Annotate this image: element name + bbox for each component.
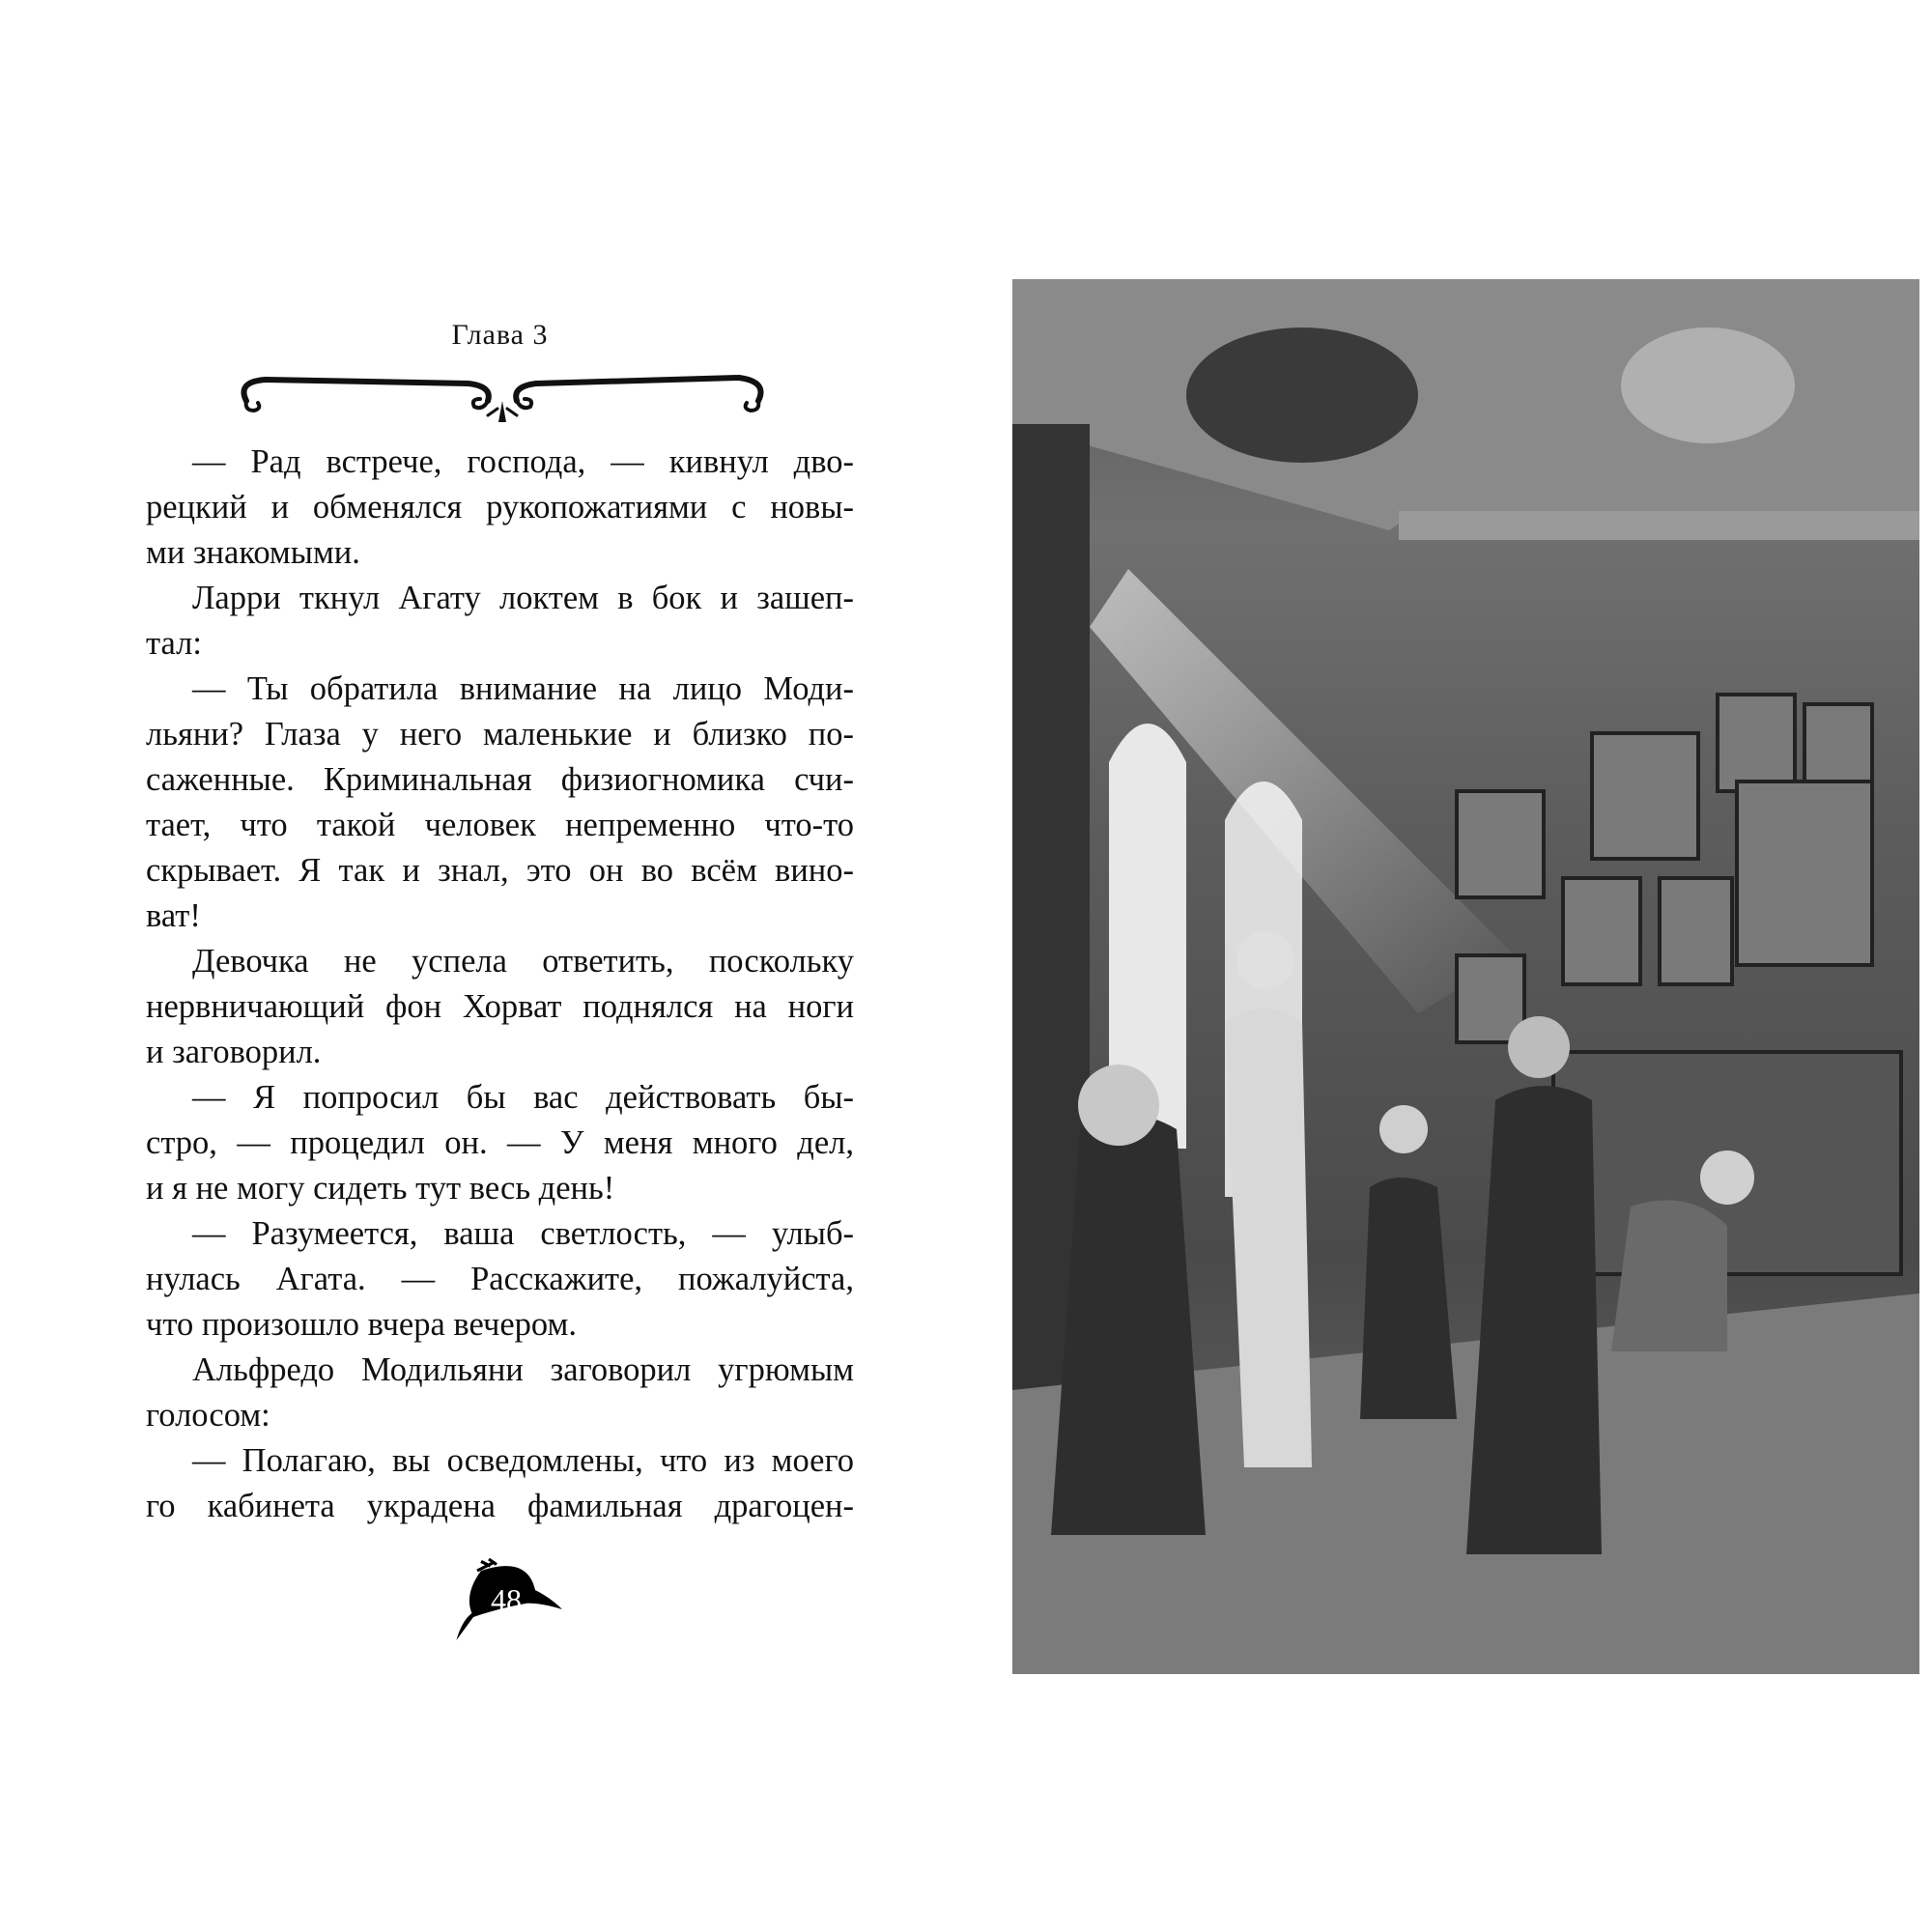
text-line: Девочка не успела ответить, поскольку <box>192 943 854 980</box>
text-line: го кабинета украдена фамильная драгоцен- <box>146 1488 854 1524</box>
text-line: тал: <box>146 625 202 662</box>
text-line: что произошло вчера вечером. <box>146 1306 577 1343</box>
text-line: — Полагаю, вы осведомлены, что из моего <box>192 1442 854 1479</box>
text-line: — Я попросил бы вас действовать бы- <box>192 1079 854 1116</box>
illustration <box>1012 279 1919 1674</box>
text-line: — Ты обратила внимание на лицо Моди- <box>192 670 854 707</box>
body-text <box>146 440 854 1529</box>
text-line: Альфредо Модильяни заговорил угрюмым <box>192 1351 854 1388</box>
text-line: ват! <box>146 897 201 934</box>
text-line: нулась Агата. — Расскажите, пожалуйста, <box>146 1261 854 1297</box>
page-number-hat <box>435 1546 589 1681</box>
text-line: — Разумеется, ваша светлость, — улыб- <box>192 1215 854 1252</box>
page-number: 48 <box>491 1582 522 1617</box>
ornament-divider <box>227 362 778 430</box>
text-line: голосом: <box>146 1397 270 1434</box>
text-line: Ларри ткнул Агату локтем в бок и зашеп- <box>192 580 854 616</box>
chapter-heading: Глава 3 <box>451 319 549 351</box>
text-line: — Рад встрече, господа, — кивнул дво- <box>192 443 854 480</box>
text-line: рецкий и обменялся рукопожатиями с новы- <box>146 489 854 526</box>
text-line: стро, — процедил он. — У меня много дел, <box>146 1124 854 1161</box>
text-line: и заговорил. <box>146 1034 322 1070</box>
text-line: и я не могу сидеть тут весь день! <box>146 1170 615 1207</box>
text-line: тает, что такой человек непременно что-то <box>146 807 854 843</box>
text-line: льяни? Глаза у него маленькие и близко по- <box>146 716 854 753</box>
text-line: скрывает. Я так и знал, это он во всём вино- <box>146 852 854 889</box>
text-line: ми знакомыми. <box>146 534 360 571</box>
text-line: саженные. Криминальная физиогномика счи- <box>146 761 854 798</box>
text-line: нервничающий фон Хорват поднялся на ноги <box>146 988 854 1025</box>
